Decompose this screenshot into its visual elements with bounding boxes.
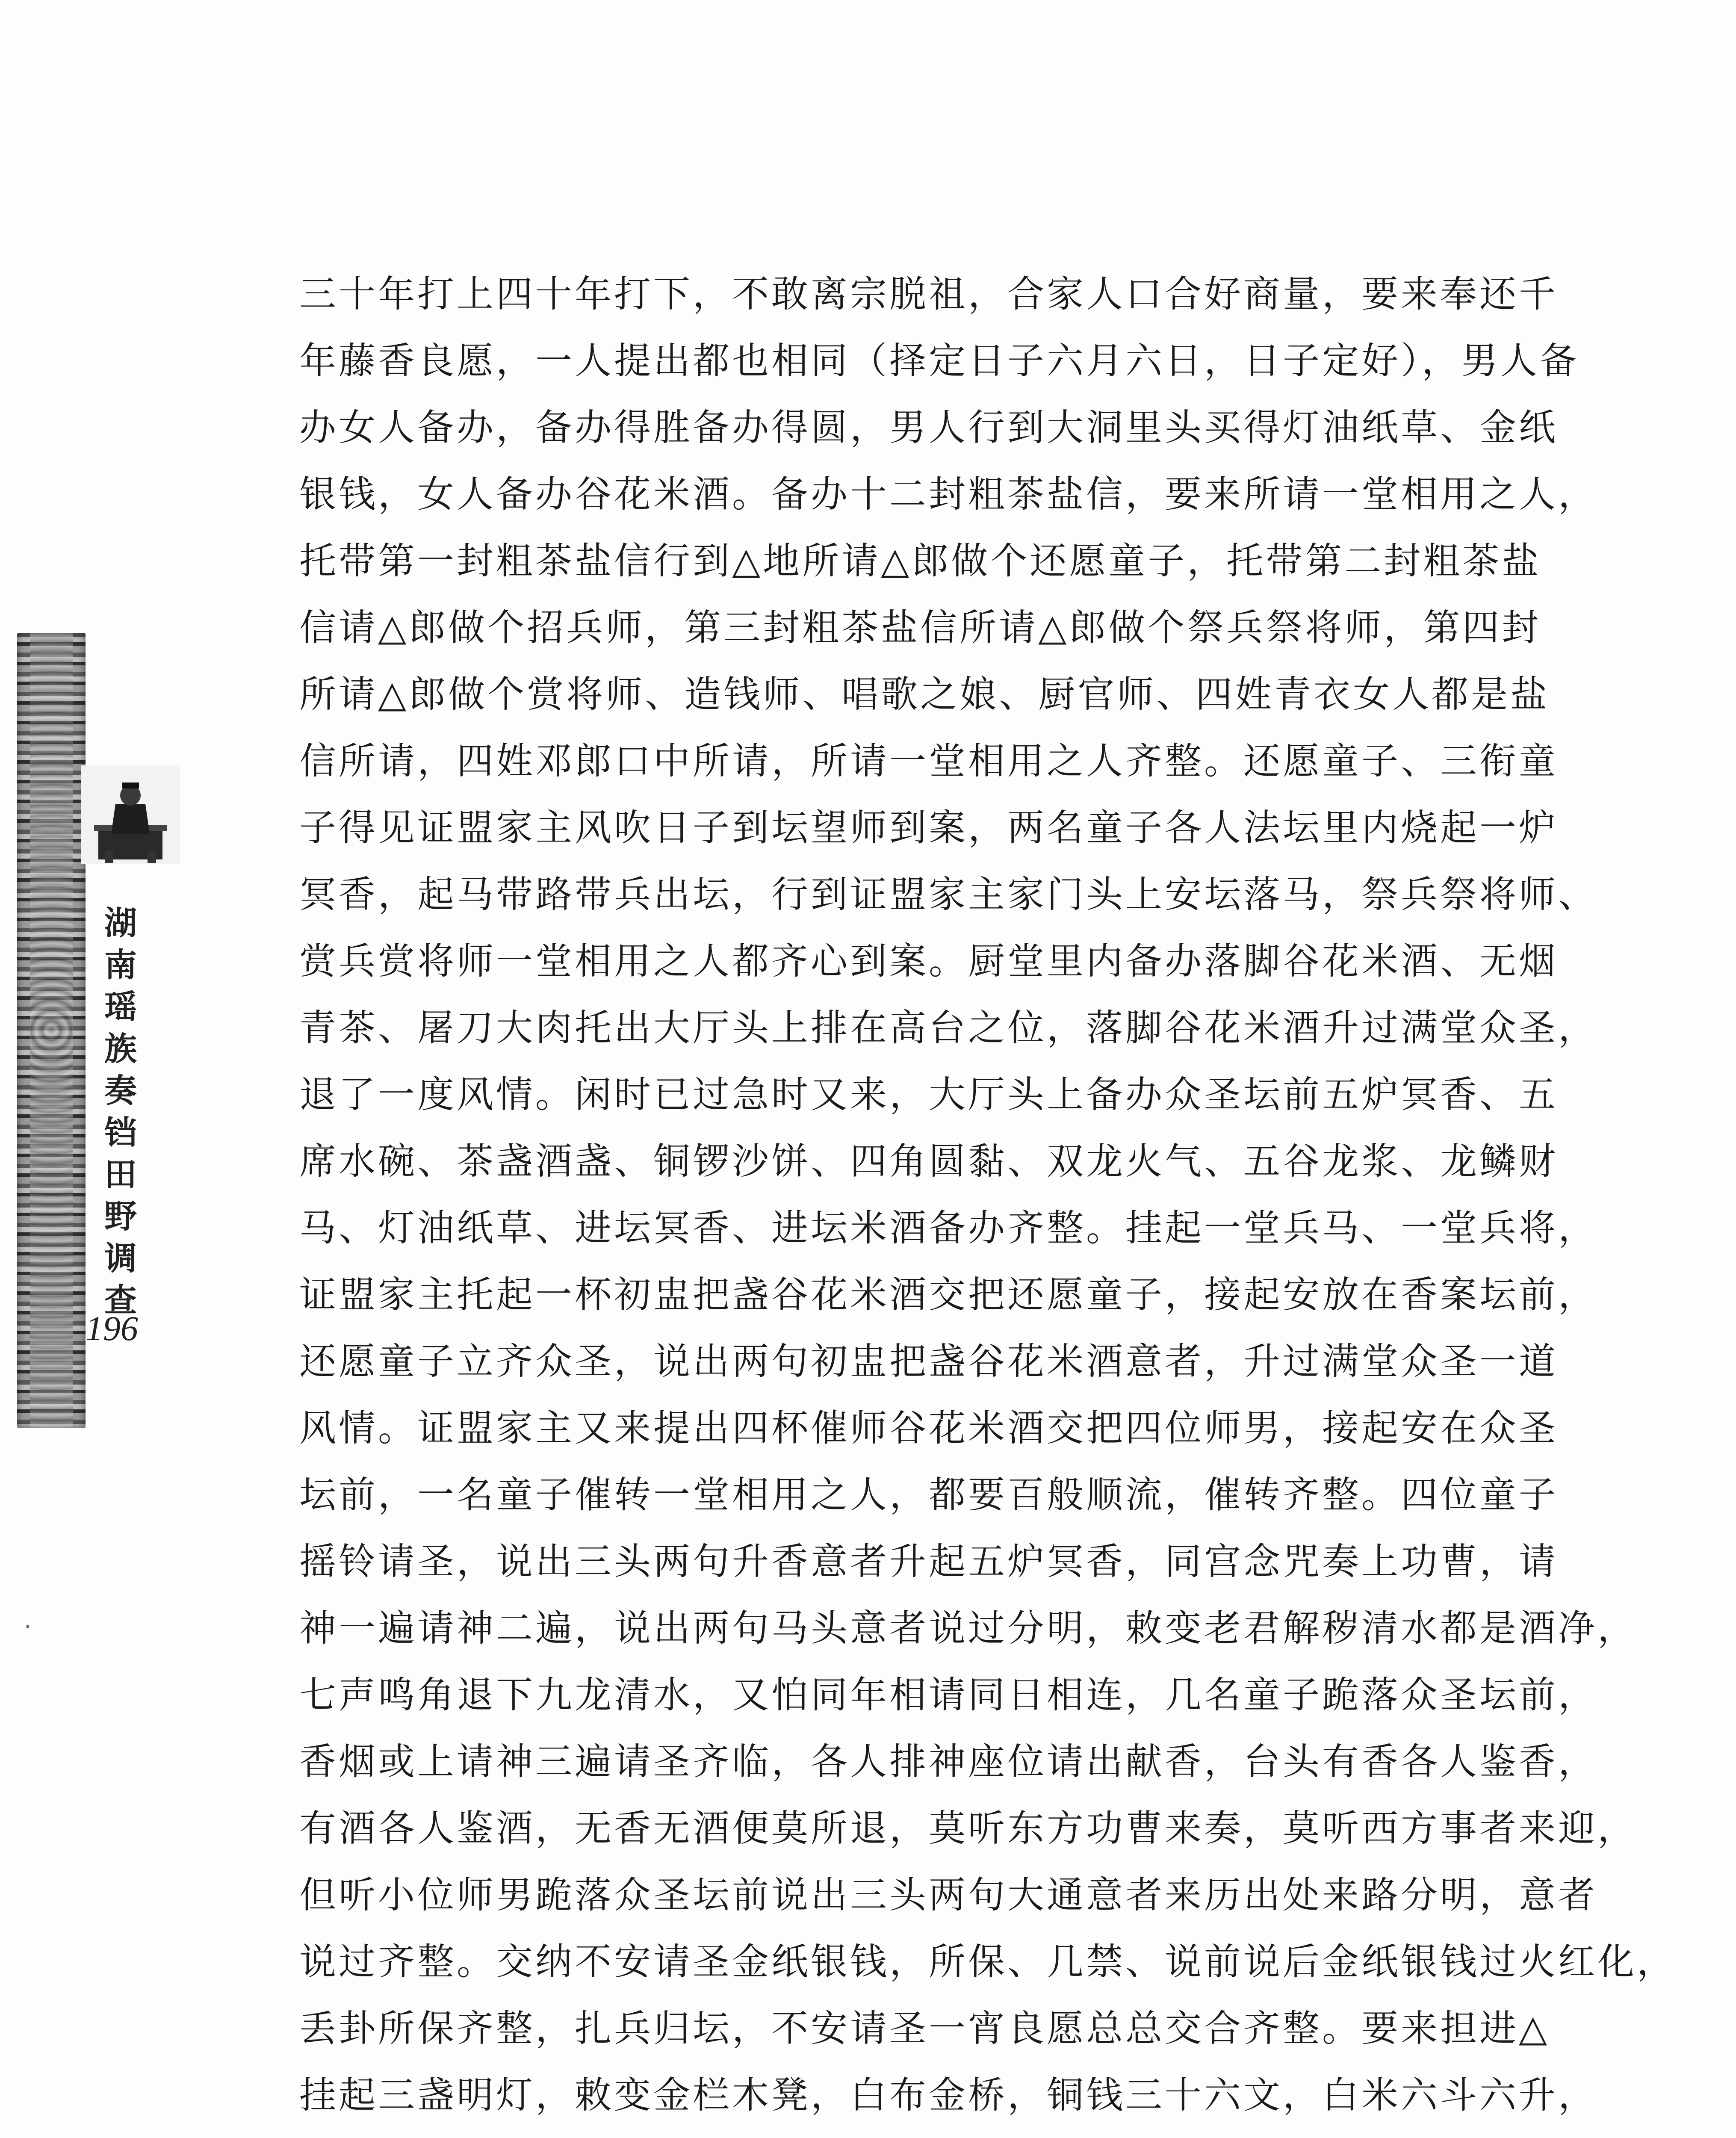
text-line: 席水碗、茶盏酒盏、铜锣沙饼、四角圆黏、双龙火气、五谷龙浆、龙鳞财 (299, 1140, 1558, 1183)
text-line: 坛前，一名童子催转一堂相用之人，都要百般顺流，催转齐整。四位童子 (299, 1474, 1558, 1516)
text-line: 证盟家主托起一杯初盅把盏谷花米酒交把还愿童子，接起安放在香案坛前， (299, 1273, 1597, 1316)
running-book-title: 湖南瑶族奏铛田野调查 (104, 904, 137, 1319)
text-line: 银钱，女人备办谷花米酒。备办十二封粗茶盐信，要来所请一堂相用之人， (299, 473, 1597, 516)
text-line: 风情。证盟家主又来提出四杯催师谷花米酒交把四位师男，接起安在众圣 (299, 1407, 1558, 1450)
text-line: 丢卦所保齐整，扎兵归坛，不安请圣一宵良愿总总交合齐整。要来担进△ (299, 2007, 1550, 2050)
text-line: 说过齐整。交纳不安请圣金纸银钱，所保、几禁、说前说后金纸银钱过火红化， (299, 1940, 1676, 1983)
text-line: 退了一度风情。闲时已过急时又来，大厅头上备办众圣坛前五炉冥香、五 (299, 1073, 1558, 1116)
text-line: 赏兵赏将师一堂相用之人都齐心到案。厨堂里内备办落脚谷花米酒、无烟 (299, 940, 1558, 983)
text-line: 三十年打上四十年打下，不敢离宗脱祖，合家人口合好商量，要来奉还千 (299, 273, 1558, 316)
text-line: 托带第一封粗茶盐信行到△地所请△郎做个还愿童子，托带第二封粗茶盐 (299, 540, 1541, 582)
text-line: 青茶、屠刀大肉托出大厅头上排在高台之位，落脚谷花米酒升过满堂众圣， (299, 1007, 1597, 1049)
border-pattern (30, 633, 73, 1428)
text-line: 信请△郎做个招兵师，第三封粗茶盐信所请△郎做个祭兵祭将师，第四封 (299, 606, 1541, 649)
text-line: 办女人备办，备办得胜备办得圆，男人行到大洞里头买得灯油纸草、金纸 (299, 406, 1558, 449)
body-text (299, 261, 1676, 2138)
text-line (299, 2129, 1488, 2138)
text-line: 马、灯油纸草、进坛冥香、进坛米酒备办齐整。挂起一堂兵马、一堂兵将， (299, 1207, 1597, 1249)
text-line: 挂起三盏明灯，敕变金栏木凳，白布金桥，铜钱三十六文，白米六斗六升， (299, 2074, 1597, 2117)
text-line: 信所请，四姓邓郎口中所请，所请一堂相用之人齐整。还愿童子、三衔童 (299, 740, 1558, 783)
margin-mark (27, 1625, 29, 1628)
text-line: 七声鸣角退下九龙清水，又怕同年相请同日相连，几名童子跪落众圣坛前， (299, 1674, 1597, 1716)
text-line: 但听小位师男跪落众圣坛前说出三头两句大通意者来历出处来路分明，意者 (299, 1874, 1597, 1917)
text-line: 神一遍请神二遍，说出两句马头意者说过分明，敕变老君解秽清水都是酒净， (299, 1607, 1637, 1650)
page-number: 196 (86, 1309, 138, 1348)
text-line: 有酒各人鉴酒，无香无酒便莫所退，莫听东方功曹来奏，莫听西方事者来迎， (299, 1807, 1637, 1850)
text-line: 年藤香良愿，一人提出都也相同（择定日子六月六日，日子定好），男人备 (299, 340, 1579, 382)
text-line: 冥香，起马带路带兵出坛，行到证盟家主家门头上安坛落马，祭兵祭将师、 (299, 873, 1597, 916)
seated-figure-illustration (81, 765, 180, 864)
text-line: 香烟或上请神三遍请圣齐临，各人排神座位请出献香，台头有香各人鉴香， (299, 1740, 1597, 1783)
text-line: 摇铃请圣，说出三头两句升香意者升起五炉冥香，同宫念咒奏上功曹，请 (299, 1540, 1558, 1583)
decorative-border-strip (17, 633, 86, 1428)
text-line: 所请△郎做个赏将师、造钱师、唱歌之娘、厨官师、四姓青衣女人都是盐 (299, 673, 1550, 716)
text-line: 还愿童子立齐众圣，说出两句初盅把盏谷花米酒意者，升过满堂众圣一道 (299, 1340, 1558, 1383)
text-line: 子得见证盟家主风吹日子到坛望师到案，两名童子各人法坛里内烧起一炉 (299, 806, 1558, 849)
